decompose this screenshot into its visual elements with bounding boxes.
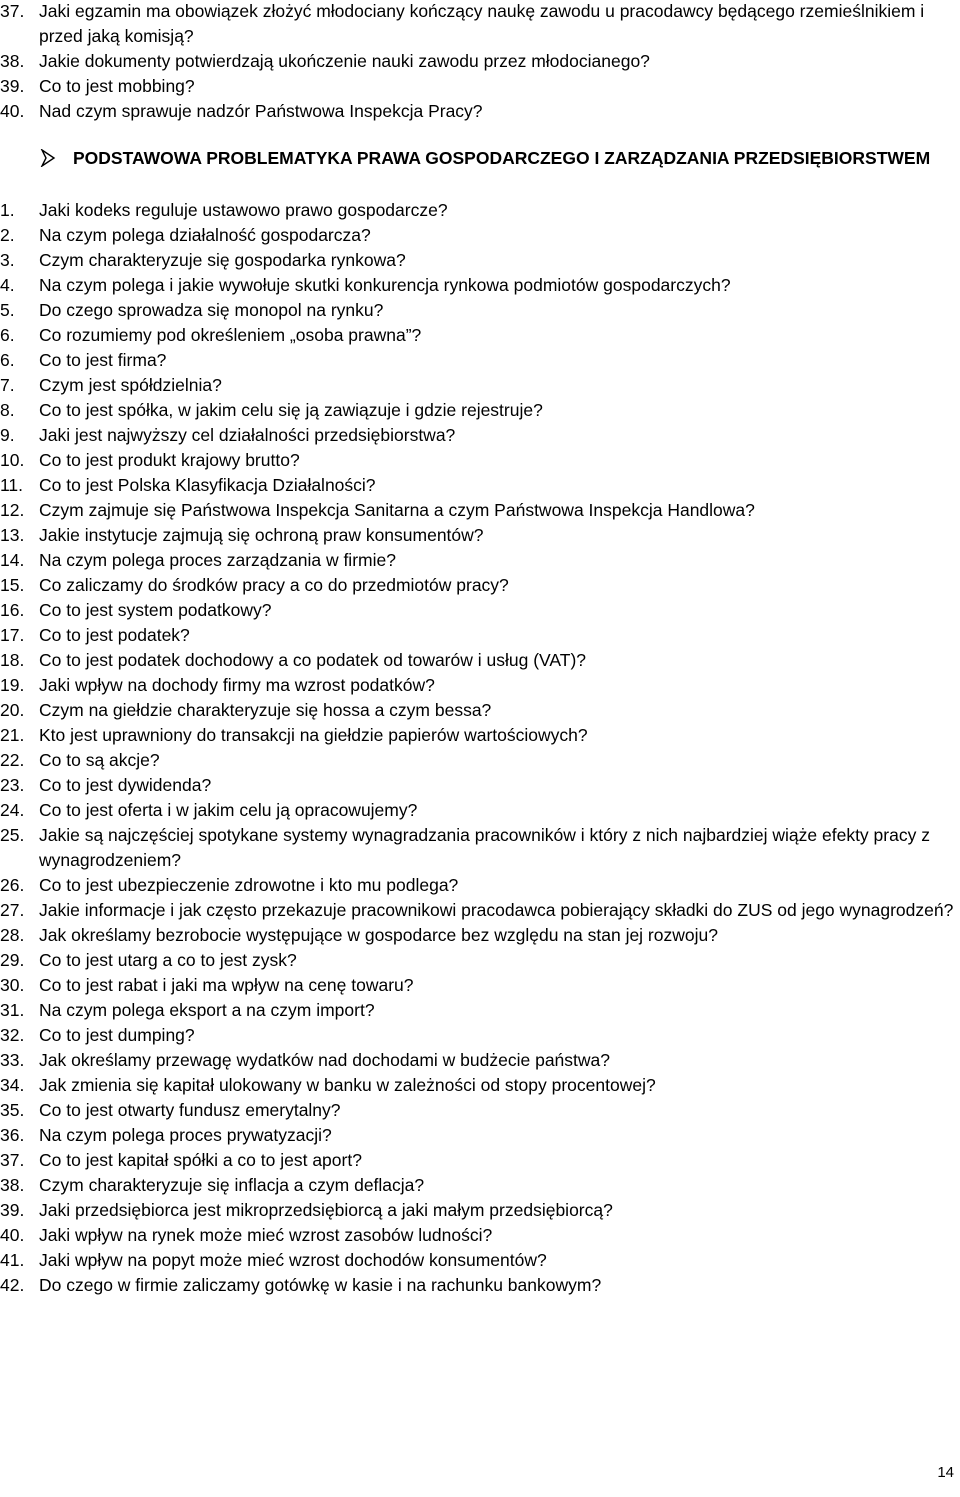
question-item xyxy=(0,1173,958,1198)
question-text: Co to jest mobbing? xyxy=(39,76,195,96)
question-text: Kto jest uprawniony do transakcji na giełdzie papierów wartościowych? xyxy=(39,725,588,745)
question-text: Jaki wpływ na popyt może mieć wzrost dochodów konsumentów? xyxy=(39,1250,547,1270)
question-item xyxy=(0,398,958,423)
question-text: Czym jest spółdzielnia? xyxy=(39,375,222,395)
question-number: 13. xyxy=(0,525,25,545)
question-text: Co zaliczamy do środków pracy a co do przedmiotów pracy? xyxy=(39,575,509,595)
question-number: 8. xyxy=(0,400,15,420)
question-number: 21. xyxy=(0,725,25,745)
question-number: 37. xyxy=(0,1150,25,1170)
question-text: Jakie instytucje zajmują się ochroną praw konsumentów? xyxy=(39,525,484,545)
question-number: 32. xyxy=(0,1025,25,1045)
question-number: 2. xyxy=(0,225,15,245)
question-number: 31. xyxy=(0,1000,25,1020)
question-text: Co to jest Polska Klasyfikacja Działalności? xyxy=(39,475,376,495)
question-number: 5. xyxy=(0,300,15,320)
question-number: 22. xyxy=(0,750,25,770)
question-text: Co to jest dywidenda? xyxy=(39,775,212,795)
question-number: 28. xyxy=(0,925,25,945)
question-text: Na czym polega proces zarządzania w firmie? xyxy=(39,550,396,570)
question-item xyxy=(0,198,958,223)
question-number: 38. xyxy=(0,51,25,71)
question-text: Do czego w firmie zaliczamy gotówkę w kasie i na rachunku bankowym? xyxy=(39,1275,602,1295)
question-item xyxy=(0,823,958,873)
question-number: 15. xyxy=(0,575,25,595)
question-item xyxy=(0,423,958,448)
question-number: 11. xyxy=(0,475,24,495)
question-item xyxy=(0,523,958,548)
question-item xyxy=(0,1223,958,1248)
question-number: 42. xyxy=(0,1275,25,1295)
question-text: Co to jest dumping? xyxy=(39,1025,195,1045)
question-item xyxy=(0,673,958,698)
question-number: 14. xyxy=(0,550,25,570)
question-number: 12. xyxy=(0,500,25,520)
question-number: 9. xyxy=(0,425,15,445)
question-number: 39. xyxy=(0,1200,25,1220)
question-item xyxy=(0,998,958,1023)
question-text: Jak określamy przewagę wydatków nad dochodami w budżecie państwa? xyxy=(39,1050,610,1070)
question-text: Jaki przedsiębiorca jest mikroprzedsiębiorcą a jaki małym przedsiębiorcą? xyxy=(39,1200,613,1220)
question-number: 3. xyxy=(0,250,15,270)
question-number: 25. xyxy=(0,825,25,845)
question-number: 4. xyxy=(0,275,15,295)
question-text: Czym zajmuje się Państwowa Inspekcja Sanitarna a czym Państwowa Inspekcja Handlowa? xyxy=(39,500,755,520)
question-number: 10. xyxy=(0,450,25,470)
question-text: Co to jest ubezpieczenie zdrowotne i kto mu podlega? xyxy=(39,875,459,895)
question-text: Jak zmienia się kapitał ulokowany w banku w zależności od stopy procentowej? xyxy=(39,1075,656,1095)
question-number: 40. xyxy=(0,101,25,121)
question-number: 23. xyxy=(0,775,25,795)
question-item xyxy=(0,448,958,473)
question-number: 16. xyxy=(0,600,25,620)
question-number: 30. xyxy=(0,975,25,995)
question-item xyxy=(0,248,958,273)
question-list xyxy=(0,198,958,1298)
question-number: 36. xyxy=(0,1125,25,1145)
page-number: 14 xyxy=(937,1464,954,1481)
question-number: 29. xyxy=(0,950,25,970)
question-text: Co to jest produkt krajowy brutto? xyxy=(39,450,300,470)
question-item xyxy=(0,973,958,998)
question-text: Czym na giełdzie charakteryzuje się hossa a czym bessa? xyxy=(39,700,492,720)
question-number: 33. xyxy=(0,1050,25,1070)
question-text: Co to jest rabat i jaki ma wpływ na cenę towaru? xyxy=(39,975,414,995)
question-number: 6. xyxy=(0,325,15,345)
arrowhead-bullet-icon xyxy=(40,149,56,167)
question-text: Jakie dokumenty potwierdzają ukończenie nauki zawodu przez młodocianego? xyxy=(39,51,650,71)
question-item xyxy=(0,498,958,523)
question-text: Co to jest firma? xyxy=(39,350,167,370)
question-number: 6. xyxy=(0,350,15,370)
question-item xyxy=(0,74,940,99)
question-number: 18. xyxy=(0,650,25,670)
question-item xyxy=(0,573,958,598)
question-item xyxy=(0,648,958,673)
question-item xyxy=(0,49,940,74)
question-text: Jaki wpływ na rynek może mieć wzrost zasobów ludności? xyxy=(39,1225,493,1245)
question-item xyxy=(0,273,958,298)
question-text: Na czym polega proces prywatyzacji? xyxy=(39,1125,332,1145)
question-item xyxy=(0,548,958,573)
question-text: Czym charakteryzuje się gospodarka rynkowa? xyxy=(39,250,406,270)
question-number: 1. xyxy=(0,200,15,220)
question-item xyxy=(0,873,958,898)
question-item xyxy=(0,1098,958,1123)
question-number: 35. xyxy=(0,1100,25,1120)
question-number: 38. xyxy=(0,1175,25,1195)
question-item xyxy=(0,1073,958,1098)
question-item xyxy=(0,0,940,49)
question-number: 20. xyxy=(0,700,25,720)
question-item xyxy=(0,1123,958,1148)
question-item xyxy=(0,798,958,823)
question-text: Jaki egzamin ma obowiązek złożyć młodociany kończący naukę zawodu u pracodawcy będącego rzemieślnikiem i przed jaką komisją? xyxy=(39,1,925,46)
question-text: Co to jest oferta i w jakim celu ją opracowujemy? xyxy=(39,800,418,820)
question-text: Na czym polega eksport a na czym import? xyxy=(39,1000,375,1020)
question-item xyxy=(0,373,958,398)
question-text: Na czym polega działalność gospodarcza? xyxy=(39,225,371,245)
question-text: Co to jest system podatkowy? xyxy=(39,600,272,620)
question-item xyxy=(0,923,958,948)
question-number: 34. xyxy=(0,1075,25,1095)
question-text: Nad czym sprawuje nadzór Państwowa Inspekcja Pracy? xyxy=(39,101,483,121)
question-number: 24. xyxy=(0,800,25,820)
question-item xyxy=(0,948,958,973)
question-number: 40. xyxy=(0,1225,25,1245)
section-heading xyxy=(40,146,940,171)
question-text: Do czego sprowadza się monopol na rynku? xyxy=(39,300,384,320)
question-item xyxy=(0,1273,958,1298)
question-number: 39. xyxy=(0,76,25,96)
question-item xyxy=(0,1198,958,1223)
question-item xyxy=(0,298,958,323)
question-number: 17. xyxy=(0,625,25,645)
question-item xyxy=(0,1048,958,1073)
question-text: Co to są akcje? xyxy=(39,750,160,770)
question-text: Co to jest spółka, w jakim celu się ją zawiązuje i gdzie rejestruje? xyxy=(39,400,543,420)
question-item xyxy=(0,698,958,723)
question-number: 37. xyxy=(0,1,25,21)
question-item xyxy=(0,1148,958,1173)
question-number: 27. xyxy=(0,900,25,920)
question-item xyxy=(0,773,958,798)
section-heading-text: PODSTAWOWA PROBLEMATYKA PRAWA GOSPODARCZEGO I ZARZĄDZANIA PRZEDSIĘBIORSTWEM xyxy=(73,148,931,168)
question-text: Jaki kodeks reguluje ustawowo prawo gospodarcze? xyxy=(39,200,448,220)
question-text: Jak określamy bezrobocie występujące w gospodarce bez względu na stan jej rozwoju? xyxy=(39,925,718,945)
question-item xyxy=(0,223,958,248)
question-item xyxy=(0,99,940,124)
question-text: Jakie są najczęściej spotykane systemy wynagradzania pracowników i który z nich najbardziej wiąże efekty pracy z wynagrodzeniem? xyxy=(39,825,930,870)
question-item xyxy=(0,898,958,923)
question-text: Jaki wpływ na dochody firmy ma wzrost podatków? xyxy=(39,675,435,695)
question-text: Co to jest podatek dochodowy a co podatek od towarów i usług (VAT)? xyxy=(39,650,587,670)
question-text: Jaki jest najwyższy cel działalności przedsiębiorstwa? xyxy=(39,425,456,445)
question-text: Co to jest otwarty fundusz emerytalny? xyxy=(39,1100,341,1120)
question-text: Co to jest utarg a co to jest zysk? xyxy=(39,950,297,970)
question-item xyxy=(0,473,958,498)
question-item xyxy=(0,1023,958,1048)
question-text: Na czym polega i jakie wywołuje skutki konkurencja rynkowa podmiotów gospodarczych? xyxy=(39,275,731,295)
question-text: Co to jest podatek? xyxy=(39,625,190,645)
question-number: 26. xyxy=(0,875,25,895)
question-item xyxy=(0,748,958,773)
question-number: 41. xyxy=(0,1250,25,1270)
question-item xyxy=(0,323,958,348)
question-item xyxy=(0,598,958,623)
question-item xyxy=(0,723,958,748)
question-text: Czym charakteryzuje się inflacja a czym deflacja? xyxy=(39,1175,425,1195)
question-text: Jakie informacje i jak często przekazuje pracownikowi pracodawca pobierający składki do ZUS od jego wynagrodzeń? xyxy=(39,900,954,920)
question-number: 19. xyxy=(0,675,25,695)
question-text: Co to jest kapitał spółki a co to jest aport? xyxy=(39,1150,362,1170)
question-item xyxy=(0,348,958,373)
question-item xyxy=(0,1248,958,1273)
preceding-question-list xyxy=(0,0,940,124)
question-number: 7. xyxy=(0,375,15,395)
question-text: Co rozumiemy pod określeniem „osoba prawna”? xyxy=(39,325,422,345)
question-item xyxy=(0,623,958,648)
